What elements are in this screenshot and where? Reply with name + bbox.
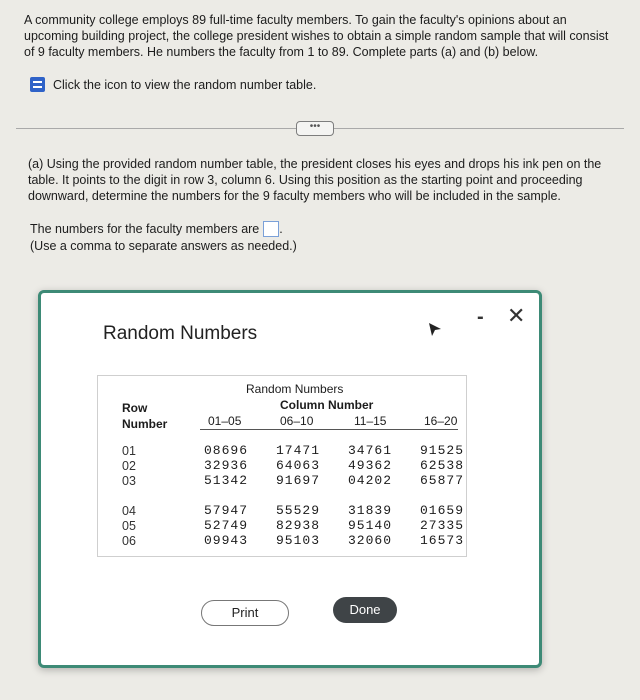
view-table-label: Click the icon to view the random number table. <box>53 77 317 92</box>
dialog-title: Random Numbers <box>103 323 258 344</box>
row-number: 05 <box>122 519 136 533</box>
digit-block: 01659 <box>420 503 465 518</box>
random-numbers-dialog <box>38 290 542 668</box>
print-button[interactable]: Print <box>201 600 289 626</box>
row-header-line2: Number <box>122 417 168 431</box>
expand-button[interactable]: ••• <box>296 121 334 136</box>
row-number-group-2 <box>122 504 136 549</box>
row-number: 01 <box>122 444 136 458</box>
digit-block: 27335 <box>420 518 465 533</box>
digits-cols-01-05 <box>204 503 248 548</box>
row-number-header <box>122 400 167 432</box>
digit-block: 62538 <box>420 458 465 473</box>
close-button[interactable]: ✕ <box>507 303 526 328</box>
header-rule <box>200 429 458 430</box>
table-caption: Random Numbers <box>246 382 344 396</box>
digit-block: 17471 <box>276 443 321 458</box>
table-icon[interactable] <box>30 77 45 92</box>
digits-cols-06-10 <box>276 503 320 548</box>
digit-block: 95103 <box>276 533 321 548</box>
column-number-header: Column Number <box>280 398 374 412</box>
answer-input[interactable] <box>263 221 279 237</box>
answer-label: The numbers for the faculty members are <box>30 222 260 236</box>
row-number: 06 <box>122 534 136 548</box>
digit-block: 91697 <box>276 473 321 488</box>
digit-block: 04202 <box>348 473 393 488</box>
digit-block: 49362 <box>348 458 393 473</box>
answer-hint: (Use a comma to separate answers as needed.) <box>30 239 297 253</box>
digit-block: 91525 <box>420 443 465 458</box>
random-number-table <box>97 375 467 557</box>
digits-cols-11-15 <box>348 503 392 548</box>
row-number: 02 <box>122 459 136 473</box>
digits-cols-16-20 <box>420 503 464 548</box>
mouse-pointer-icon <box>427 321 443 339</box>
digits-cols-06-10 <box>276 443 320 488</box>
digits-cols-16-20 <box>420 443 464 488</box>
digit-block: 16573 <box>420 533 465 548</box>
row-header-line1: Row <box>122 401 148 415</box>
digit-block: 55529 <box>276 503 321 518</box>
digit-block: 57947 <box>204 503 249 518</box>
digits-cols-01-05 <box>204 443 248 488</box>
digit-block: 08696 <box>204 443 249 458</box>
digits-cols-11-15 <box>348 443 392 488</box>
row-number: 04 <box>122 504 136 518</box>
digit-block: 31839 <box>348 503 393 518</box>
digit-block: 95140 <box>348 518 393 533</box>
range-header: 06–10 <box>280 414 314 428</box>
answer-line <box>30 221 283 237</box>
digit-block: 34761 <box>348 443 393 458</box>
range-header: 01–05 <box>208 414 242 428</box>
done-button[interactable]: Done <box>333 597 397 623</box>
row-number-group-1 <box>122 444 136 489</box>
answer-suffix: . <box>279 222 283 236</box>
digit-block: 82938 <box>276 518 321 533</box>
digit-block: 51342 <box>204 473 249 488</box>
problem-statement: A community college employs 89 full-time faculty members. To gain the faculty's opinions about an upcoming building project, the college president wishes to obtain a simple random sample that will consist of 9 faculty members. He numbers the faculty from 1 to 89. Complete parts (a) and (b) below. <box>24 13 609 59</box>
digit-block: 64063 <box>276 458 321 473</box>
range-header: 16–20 <box>424 414 458 428</box>
digit-block: 32060 <box>348 533 393 548</box>
view-table-link[interactable] <box>30 77 316 92</box>
range-header: 11–15 <box>354 414 387 428</box>
digit-block: 65877 <box>420 473 465 488</box>
digit-block: 32936 <box>204 458 249 473</box>
digit-block: 09943 <box>204 533 249 548</box>
digit-block: 52749 <box>204 518 249 533</box>
minimize-button[interactable]: - <box>477 306 484 328</box>
part-a-question: (a) Using the provided random number table, the president closes his eyes and drops his ink pen on the table. It points to the digit in row 3, column 6. Using this position as the starting point and proceeding downward, determine the numbers for the 9 faculty members who will be included in the sample. <box>28 157 602 203</box>
row-number: 03 <box>122 474 136 488</box>
